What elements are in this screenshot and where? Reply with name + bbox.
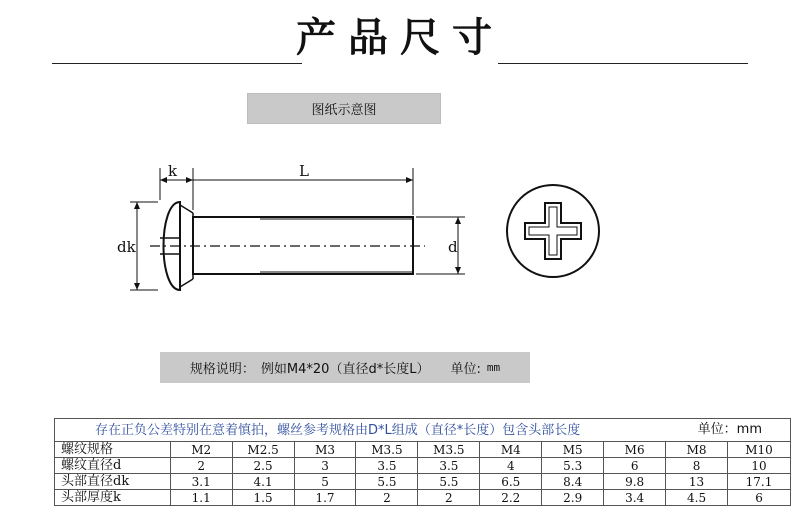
size-cell: M10 (728, 442, 791, 458)
value-cell: 4 (480, 458, 542, 474)
value-cell: 3.5 (418, 458, 480, 474)
phillips-cross-icon (525, 203, 581, 259)
value-cell: 3.1 (170, 474, 232, 490)
table-header-row (55, 442, 791, 458)
page-title: 产品尺寸 (296, 15, 504, 61)
value-cell: 2 (356, 490, 418, 506)
value-cell: 1.7 (294, 490, 356, 506)
value-cell: 6 (604, 458, 666, 474)
row-label: 头部厚度k (55, 490, 171, 506)
table-row (55, 490, 791, 506)
value-cell: 3.5 (356, 458, 418, 474)
value-cell: 4.5 (666, 490, 728, 506)
table-row (55, 458, 791, 474)
size-cell: M2.5 (232, 442, 294, 458)
value-cell: 5.5 (356, 474, 418, 490)
value-cell: 5.5 (418, 474, 480, 490)
value-cell: 1.1 (170, 490, 232, 506)
value-cell: 2 (418, 490, 480, 506)
row-label: 螺纹直径d (55, 458, 171, 474)
spec-note-unit: mm (486, 361, 501, 374)
drawing-caption: 图纸示意图 (247, 93, 441, 124)
value-cell: 2.9 (542, 490, 604, 506)
label-d: d (448, 238, 458, 256)
spec-note-unit-label: 单位: (450, 362, 481, 377)
size-cell: M4 (480, 442, 542, 458)
label-dk: dk (117, 238, 136, 256)
size-cell: M2 (170, 442, 232, 458)
value-cell: 5.3 (542, 458, 604, 474)
value-cell: 4.1 (232, 474, 294, 490)
value-cell: 8 (666, 458, 728, 474)
value-cell: 2 (170, 458, 232, 474)
value-cell: 17.1 (728, 474, 791, 490)
value-cell: 3 (294, 458, 356, 474)
value-cell: 6 (728, 490, 791, 506)
table-note: 存在正负公差特别在意着慎拍，螺丝参考规格由D*L组成（直径*长度）包含头部长度 (95, 422, 581, 438)
value-cell: 6.5 (480, 474, 542, 490)
value-cell: 2.2 (480, 490, 542, 506)
value-cell: 13 (666, 474, 728, 490)
table-note-row (55, 419, 791, 442)
row-label: 头部直径dk (55, 474, 171, 490)
spec-note-label: 规格说明： (189, 362, 255, 377)
label-L: L (299, 162, 309, 180)
value-cell: 9.8 (604, 474, 666, 490)
size-cell: M3.5 (356, 442, 418, 458)
size-cell: M6 (604, 442, 666, 458)
spec-table (54, 418, 791, 506)
value-cell: 2.5 (232, 458, 294, 474)
size-cell: M5 (542, 442, 604, 458)
value-cell: 3.4 (604, 490, 666, 506)
size-cell: M3.5 (418, 442, 480, 458)
header-label: 螺纹规格 (55, 442, 171, 458)
value-cell: 1.5 (232, 490, 294, 506)
spec-note-example: 例如M4*20（直径d*长度L） (260, 362, 430, 377)
table-row (55, 474, 791, 490)
value-cell: 10 (728, 458, 791, 474)
screw-top-view (507, 185, 599, 277)
value-cell: 8.4 (542, 474, 604, 490)
table-unit: 单位：mm (697, 421, 762, 437)
spec-note-box (160, 352, 530, 383)
size-cell: M8 (666, 442, 728, 458)
value-cell: 5 (294, 474, 356, 490)
label-k: k (168, 162, 178, 180)
size-cell: M3 (294, 442, 356, 458)
